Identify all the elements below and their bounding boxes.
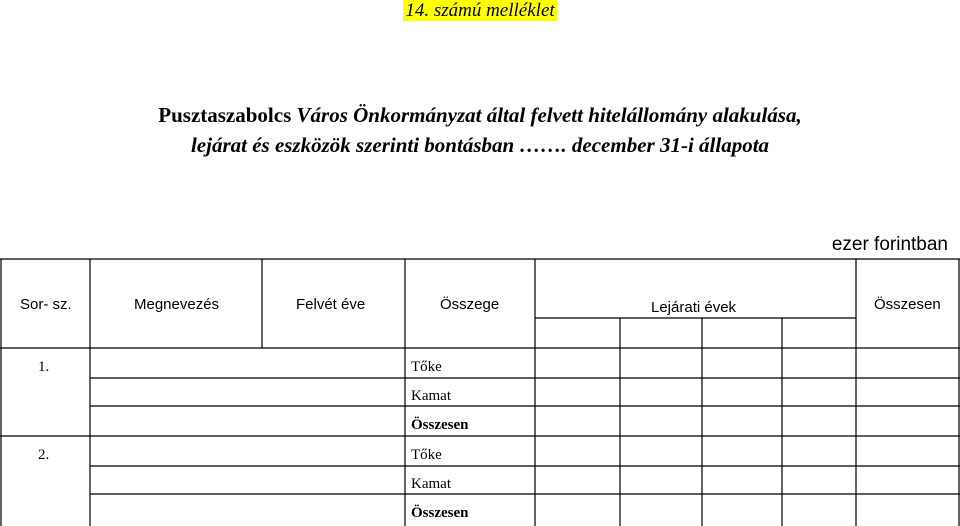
row-label-total: Összesen (411, 505, 469, 521)
title-municipality: Pusztaszabolcs (158, 103, 292, 127)
annex-label (0, 0, 960, 22)
header-maturity: Lejárati évek (651, 299, 737, 316)
row-number: 2. (38, 447, 50, 463)
row-label: Tőke (411, 447, 442, 463)
header-total: Összesen (874, 296, 941, 313)
row-label: Kamat (411, 388, 451, 404)
header-year: Felvét éve (296, 296, 366, 313)
loan-table (0, 258, 960, 526)
title-line-1 (0, 100, 960, 130)
title-line-1-rest: Város Önkormányzat által felvett hitelállomány alakulása, (291, 103, 802, 127)
row-number: 1. (38, 359, 50, 375)
annex-label-text: 14. számú melléklet (405, 0, 555, 21)
row-label: Kamat (411, 476, 451, 492)
header-name: Megnevezés (134, 296, 220, 313)
row-label-total: Összesen (411, 417, 469, 433)
page-title (0, 100, 960, 160)
unit-label: ezer forintban (831, 234, 948, 255)
row-label: Tőke (411, 359, 442, 375)
header-row-number: Sor- sz. (20, 296, 72, 313)
header-amount: Összege (440, 296, 500, 313)
title-line-2: lejárat és eszközök szerinti bontásban ……. december 31-i állapota (190, 133, 770, 157)
